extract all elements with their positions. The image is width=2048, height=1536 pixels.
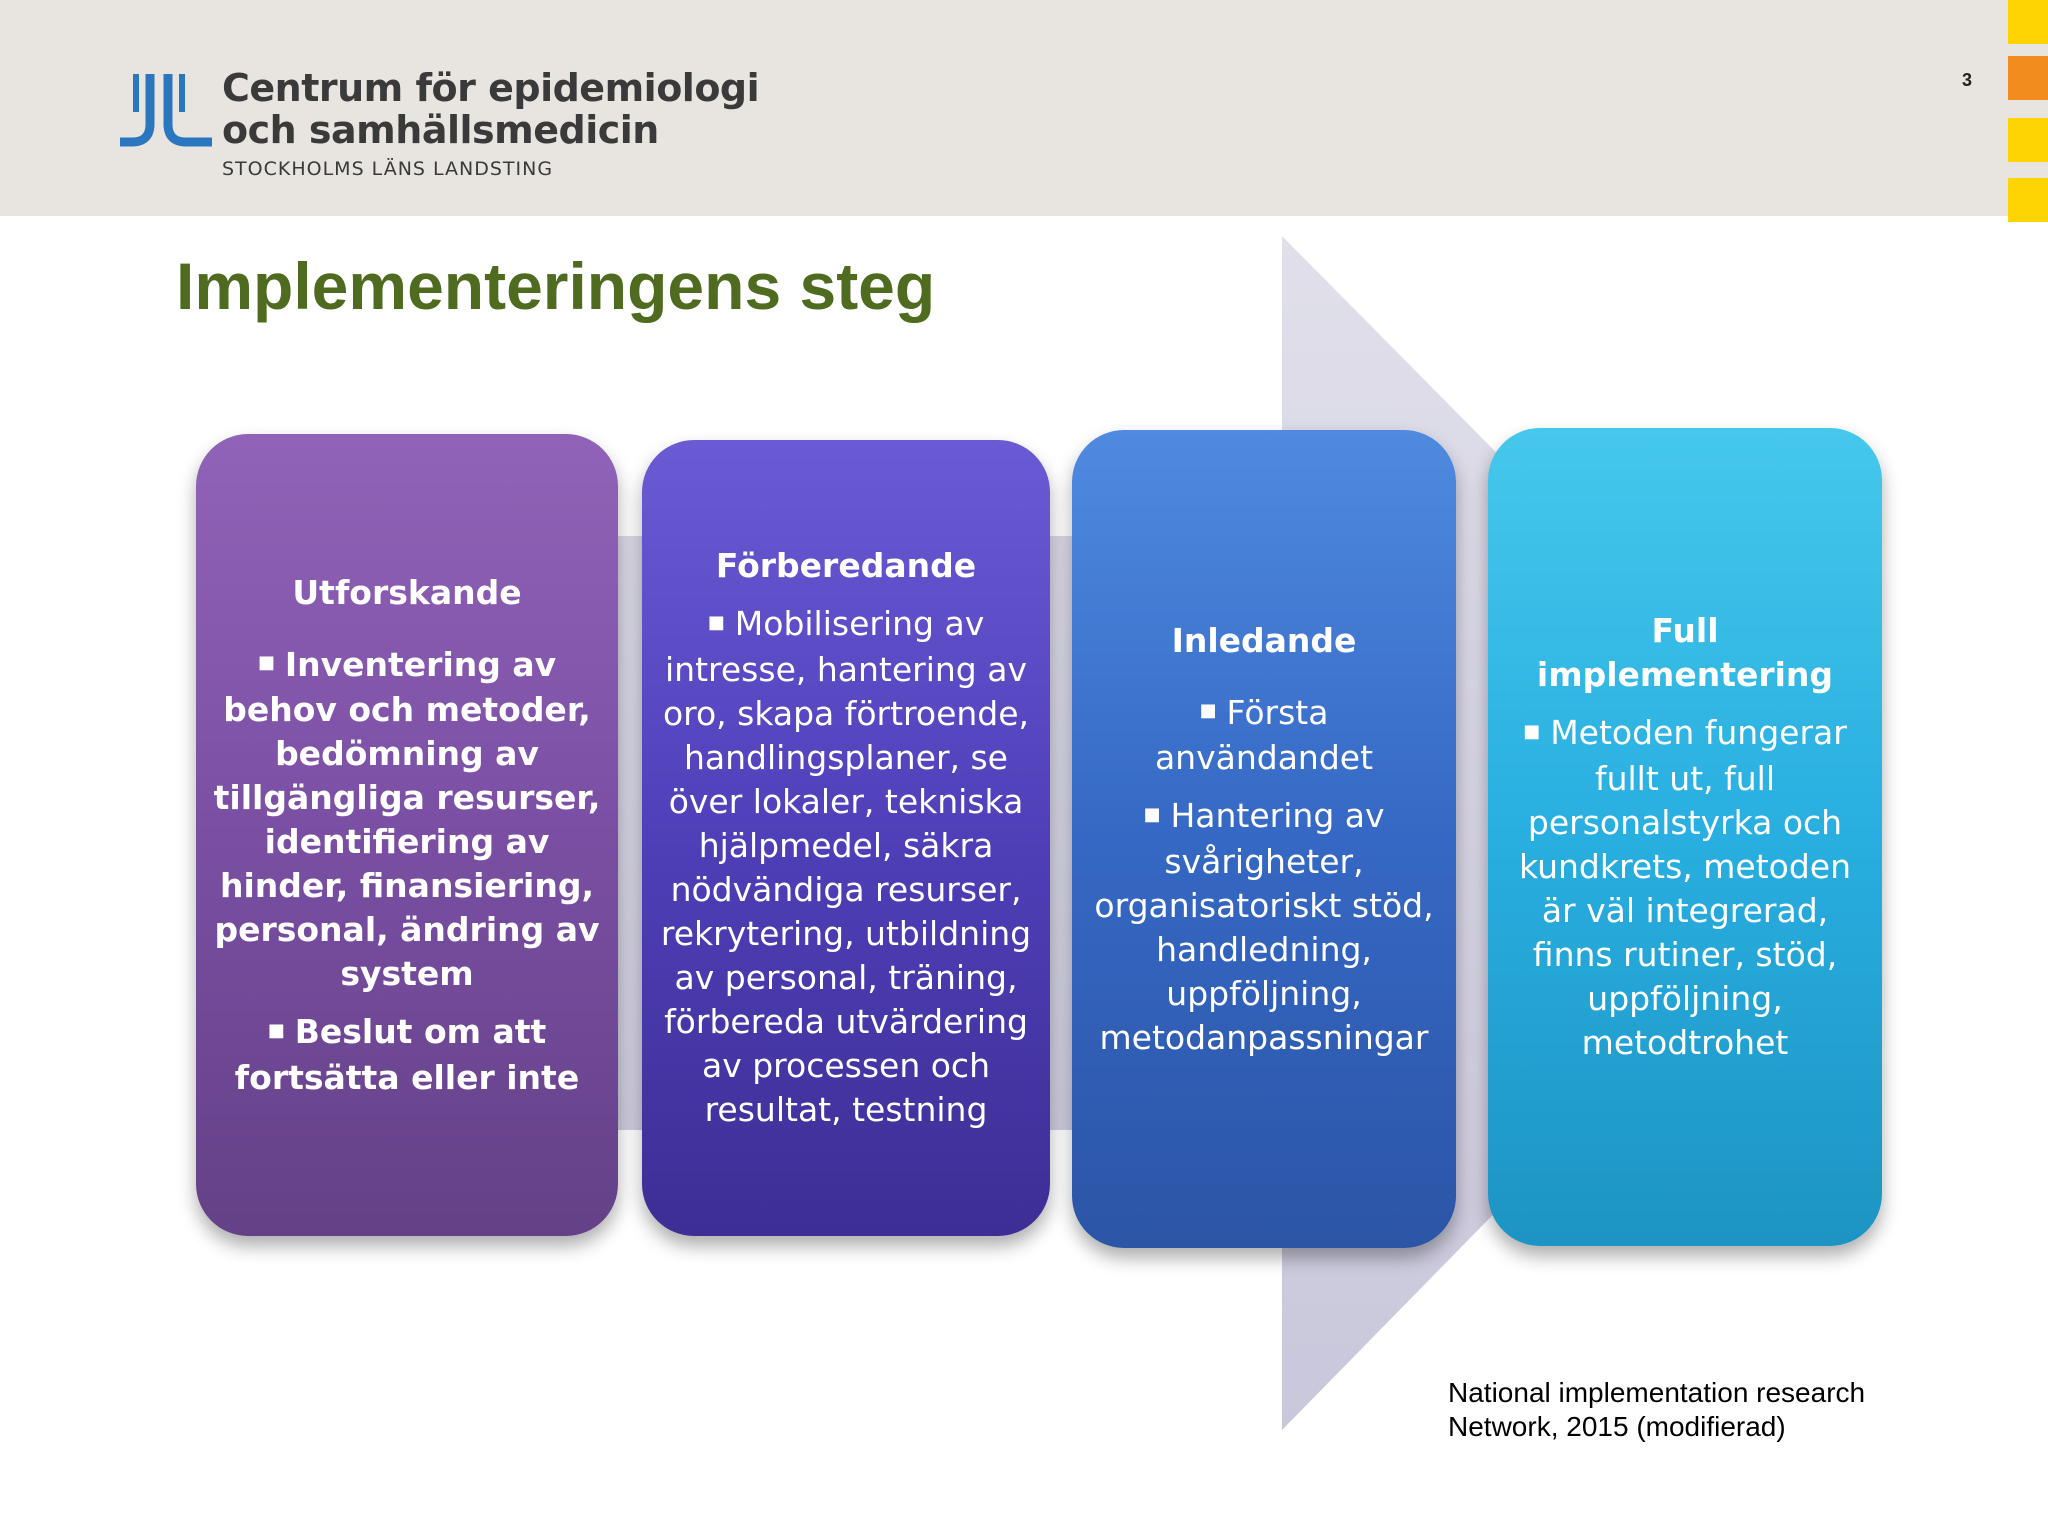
bullet-icon: ■: [1523, 720, 1541, 742]
logo-name-line2: och samhällsmedicin: [222, 108, 659, 152]
step-box-utforskande: [196, 434, 618, 1236]
step-box-forberedande: [642, 440, 1050, 1236]
citation-line1: National implementation research: [1448, 1377, 1866, 1408]
step-item: ■ Hantering av svårigheter, organisatoriskt stöd, handledning, uppföljning, metodanpassningar: [1094, 796, 1434, 1057]
bullet-icon: ■: [707, 611, 725, 633]
slide-title: Implementeringens steg: [176, 249, 936, 323]
logo-name-line1: Centrum för epidemiologi: [222, 66, 760, 110]
step-item: ■ Beslut om att fortsätta eller inte: [234, 1012, 580, 1097]
bullet-icon: ■: [1199, 700, 1217, 721]
step-item: ■ Inventering av behov och metoder, bedömning av tillgängliga resurser, identifiering av hinder, finansiering, personal, ändring av system: [213, 644, 601, 993]
citation-line2: Network, 2015 (modifierad): [1448, 1411, 1786, 1442]
step-title: Utforskande: [292, 572, 522, 612]
step-item: ■ Första användandet: [1154, 692, 1374, 777]
bullet-icon: ■: [267, 1019, 285, 1041]
logo-subtitle: STOCKHOLMS LÄNS LANDSTING: [222, 158, 554, 180]
step-item: ■ Mobilisering av intresse, hantering av oro, skapa förtroende, handlingsplaner, se över lokaler, tekniska hjälpmedel, säkra nödvändiga resurser, rekrytering, utbildning av personal, träning, förbereda utvärdering av processen och resultat, testning: [660, 604, 1032, 1129]
bullet-icon: ■: [257, 652, 275, 673]
step-title: Full implementering: [1536, 611, 1834, 695]
step-title: Förberedande: [715, 546, 977, 586]
step-item: ■ Metoden fungerar fullt ut, full personalstyrka och kundkrets, metoden är väl integrerad, finns rutiner, stöd, uppföljning, metodtrohet: [1519, 713, 1851, 1062]
citation: [1448, 1376, 1865, 1444]
step-box-full-implementering: [1488, 428, 1882, 1246]
page-number: 3: [1962, 70, 1973, 90]
step-title: Inledande: [1171, 620, 1357, 660]
bullet-icon: ■: [1143, 803, 1161, 825]
step-box-inledande: [1072, 430, 1456, 1248]
